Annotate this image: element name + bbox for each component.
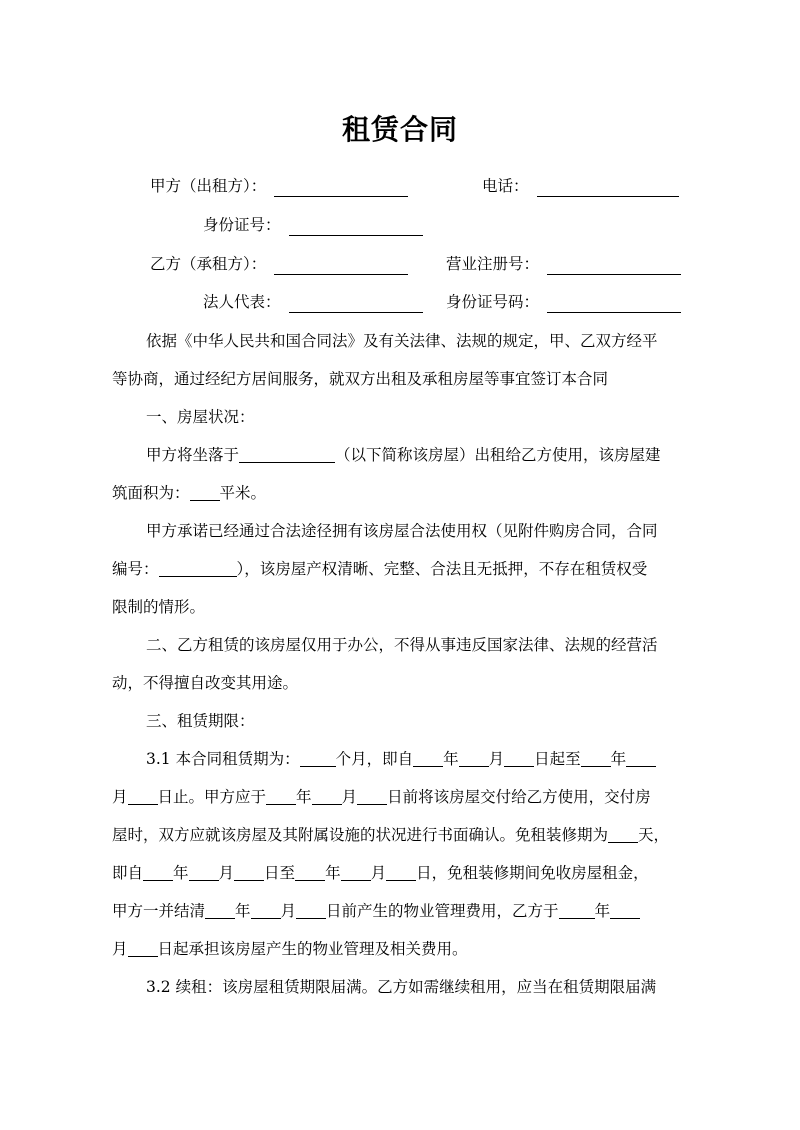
date-blank[interactable] — [626, 748, 656, 767]
section-1-line: 筑面积为： 平米。 — [112, 484, 267, 502]
party-b-field — [150, 252, 408, 276]
legal-rep-field — [203, 290, 423, 314]
date-blank[interactable] — [266, 786, 296, 805]
date-blank[interactable] — [128, 786, 158, 805]
party-a-input[interactable] — [274, 178, 408, 197]
business-reg-field — [446, 252, 681, 276]
legal-rep-label: 法人代表： — [203, 293, 281, 311]
section-2-line: 动，不得擅自改变其用途。 — [112, 674, 299, 692]
phone-field — [482, 174, 679, 198]
section-3-line: 3.2 续租：该房屋租赁期限届满。乙方如需继续租用，应当在租赁期限届满 — [146, 978, 657, 996]
section-3-line: 甲方一并结清 年 月 日前产生的物业管理费用，乙方于 年 — [112, 892, 682, 930]
id-number-field — [446, 290, 681, 314]
phone-input[interactable] — [537, 178, 679, 197]
id-card-label: 身份证号： — [203, 216, 281, 234]
section-3-line: 月 日止。甲方应于 年 月 日前将该房屋交付给乙方使用，交付房 — [112, 788, 651, 806]
date-blank[interactable] — [296, 900, 326, 919]
date-blank[interactable] — [295, 862, 325, 881]
section-3-line: 3.1 本合同租赁期为： 个月，即自 年 月 日起至 年 — [112, 740, 682, 778]
party-b-label: 乙方（承租方）： — [150, 255, 267, 273]
contract-number-blank[interactable] — [159, 558, 237, 577]
term-months-blank[interactable] — [300, 748, 336, 767]
date-blank[interactable] — [386, 862, 416, 881]
date-blank[interactable] — [128, 938, 158, 957]
date-blank[interactable] — [581, 748, 611, 767]
date-blank[interactable] — [312, 786, 342, 805]
date-blank[interactable] — [205, 900, 235, 919]
section-3-line: 月 日起承担该房屋产生的物业管理及相关费用。 — [112, 940, 468, 958]
business-reg-input[interactable] — [547, 256, 681, 275]
phone-label: 电话： — [482, 177, 529, 195]
id-number-input[interactable] — [547, 294, 681, 313]
section-1-heading: 一、房屋状况： — [146, 408, 255, 426]
business-reg-label: 营业注册号： — [446, 255, 540, 273]
date-blank[interactable] — [234, 862, 264, 881]
date-blank[interactable] — [559, 900, 595, 919]
party-a-field — [150, 174, 408, 198]
date-blank[interactable] — [413, 748, 443, 767]
contract-title: 租赁合同 — [341, 113, 458, 146]
date-blank[interactable] — [610, 900, 640, 919]
date-blank[interactable] — [357, 786, 387, 805]
section-1-line: 甲方承诺已经通过合法途径拥有该房屋合法使用权（见附件购房合同，合同 — [146, 522, 658, 540]
date-blank[interactable] — [504, 748, 534, 767]
date-blank[interactable] — [143, 862, 173, 881]
area-blank[interactable] — [190, 482, 220, 501]
id-card-field — [203, 213, 423, 237]
date-blank[interactable] — [459, 748, 489, 767]
address-blank[interactable] — [239, 444, 335, 463]
intro-line: 依据《中华人民共和国合同法》及有关法律、法规的规定，甲、乙双方经平 — [146, 332, 658, 350]
date-blank[interactable] — [251, 900, 281, 919]
free-days-blank[interactable] — [608, 824, 638, 843]
legal-rep-input[interactable] — [289, 294, 423, 313]
intro-line: 等协商，通过经纪方居间服务，就双方出租及承租房屋等事宜签订本合同 — [112, 370, 609, 388]
id-number-label: 身份证号码： — [446, 293, 540, 311]
section-1-line: 编号： ），该房屋产权清晰、完整、合法且无抵押，不存在租赁权受 — [112, 560, 648, 578]
section-3-heading: 三、租赁期限： — [146, 712, 255, 730]
section-2-line: 二、乙方租赁的该房屋仅用于办公，不得从事违反国家法律、法规的经营活 — [146, 636, 658, 654]
section-1-line: 限制的情形。 — [112, 598, 206, 616]
id-card-input[interactable] — [289, 217, 423, 236]
contract-body — [112, 322, 682, 1006]
date-blank[interactable] — [189, 862, 219, 881]
section-3-line: 即自 年 月 日至 年 月 日，免租装修期间免收房屋租金， — [112, 864, 649, 882]
date-blank[interactable] — [341, 862, 371, 881]
section-1-line: 甲方将坐落于 （以下简称该房屋）出租给乙方使用，该房屋建 — [146, 446, 661, 464]
party-b-input[interactable] — [274, 256, 408, 275]
party-a-label: 甲方（出租方）： — [150, 177, 267, 195]
section-3-line: 屋时，双方应就该房屋及其附属设施的状况进行书面确认。免租装修期为 天， — [112, 826, 670, 844]
